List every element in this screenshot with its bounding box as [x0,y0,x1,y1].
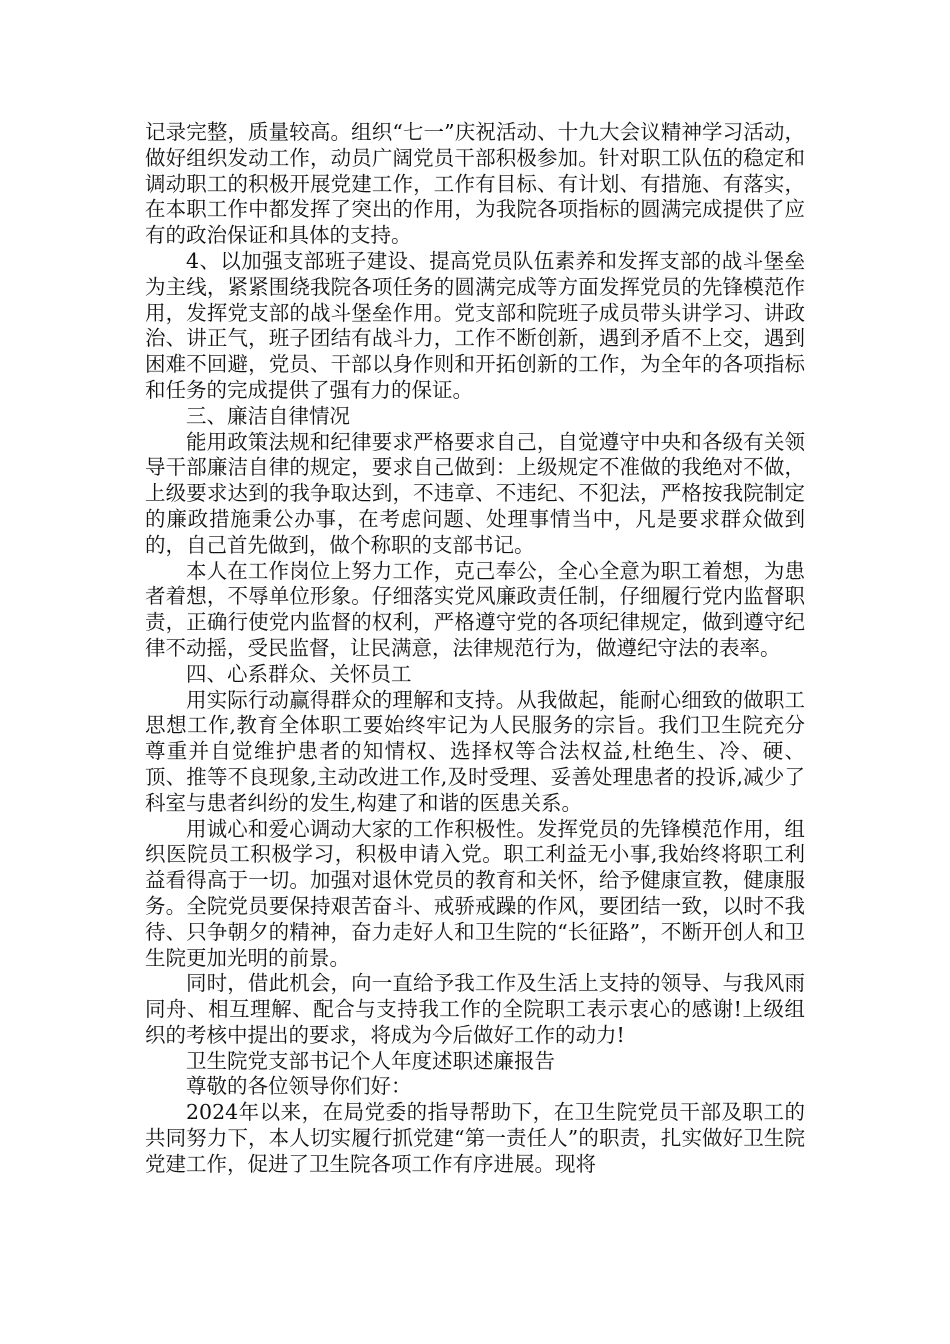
paragraph-work-record: 记录完整，质量较高。组织“七一”庆祝活动、十九大会议精神学习活动，做好组织发动工作，动员广阔党员干部积极参加。针对职工队伍的稳定和调动职工的积极开展党建工作，工作有目标、有计划、有措施、有落实，在本职工作中都发挥了突出的作用，为我院各项指标的圆满完成提供了应有的政治保证和具体的支持。 [145,120,805,248]
paragraph-public-support: 用实际行动赢得群众的理解和支持。从我做起，能耐心细致的做职工思想工作,教育全体职工要始终牢记为人民服务的宗旨。我们卫生院充分尊重并自觉维护患者的知情权、选择权等合法权益,杜绝生、冷、硬、顶、推等不良现象,主动改进工作,及时受理、妥善处理患者的投诉,减少了科室与患者纠纷的发生,构建了和谐的医患关系。 [145,687,805,815]
salutation: 尊敬的各位领导你们好： [186,1074,412,1099]
paragraph-integrity-rules: 能用政策法规和纪律要求严格要求自己，自觉遵守中央和各级有关领导干部廉洁自律的规定，要求自己做到：上级规定不准做的我绝对不做，上级要求达到的我争取达到，不违章、不违纪、不犯法，严格按我院制定的廉政措施秉公办事，在考虑问题、处理事情当中，凡是要求群众做到的，自己首先做到，做个称职的支部书记。 [145,429,805,557]
paragraph-thanks: 同时，借此机会，向一直给予我工作及生活上支持的领导、与我风雨同舟、相互理解、配合与支持我工作的全院职工表示衷心的感谢!上级组织的考核中提出的要求，将成为今后做好工作的动力! [145,971,805,1047]
paragraph-report-intro: 2024年以来，在局党委的指导帮助下，在卫生院党员干部及职工的共同努力下，本人切实履行抓党建“第一责任人”的职责，扎实做好卫生院党建工作，促进了卫生院各项工作有序进展。现将 [145,1100,805,1176]
document-body [145,120,805,1178]
section-heading-care-staff: 四、心系群众、关怀员工 [186,661,412,686]
paragraph-branch-construction: 4、以加强支部班子建设、提高党员队伍素养和发挥支部的战斗堡垒为主线，紧紧围绕我院各项任务的圆满完成等方面发挥党员的先锋模范作用，发挥党支部的战斗堡垒作用。党支部和院班子成员带头讲学习、讲政治、讲正气，班子团结有战斗力，工作不断创新，遇到矛盾不上交，遇到困难不回避，党员、干部以身作则和开拓创新的工作，为全年的各项指标和任务的完成提供了强有力的保证。 [145,248,805,402]
section-heading-integrity: 三、廉洁自律情况 [186,403,350,428]
paragraph-integrity-conduct: 本人在工作岗位上努力工作，克己奉公，全心全意为职工着想，为患者着想，不辱单位形象。仔细落实党风廉政责任制，仔细履行党内监督职责，正确行使党内监督的权利，严格遵守党的各项纪律规定，做到遵守纪律不动摇，受民监督，让民满意，法律规范行为，做遵纪守法的表率。 [145,558,805,660]
paragraph-staff-motivation: 用诚心和爱心调动大家的工作积极性。发挥党员的先锋模范作用，组织医院员工积极学习，积极申请入党。职工利益无小事,我始终将职工利益看得高于一切。加强对退休党员的教育和关怀，给予健康宣教，健康服务。全院党员要保持艰苦奋斗、戒骄戒躁的作风，要团结一致，以时不我待、只争朝夕的精神，奋力走好人和卫生院的“长征路”，不断开创人和卫生院更加光明的前景。 [145,816,805,970]
report-title: 卫生院党支部书记个人年度述职述廉报告 [186,1048,555,1073]
